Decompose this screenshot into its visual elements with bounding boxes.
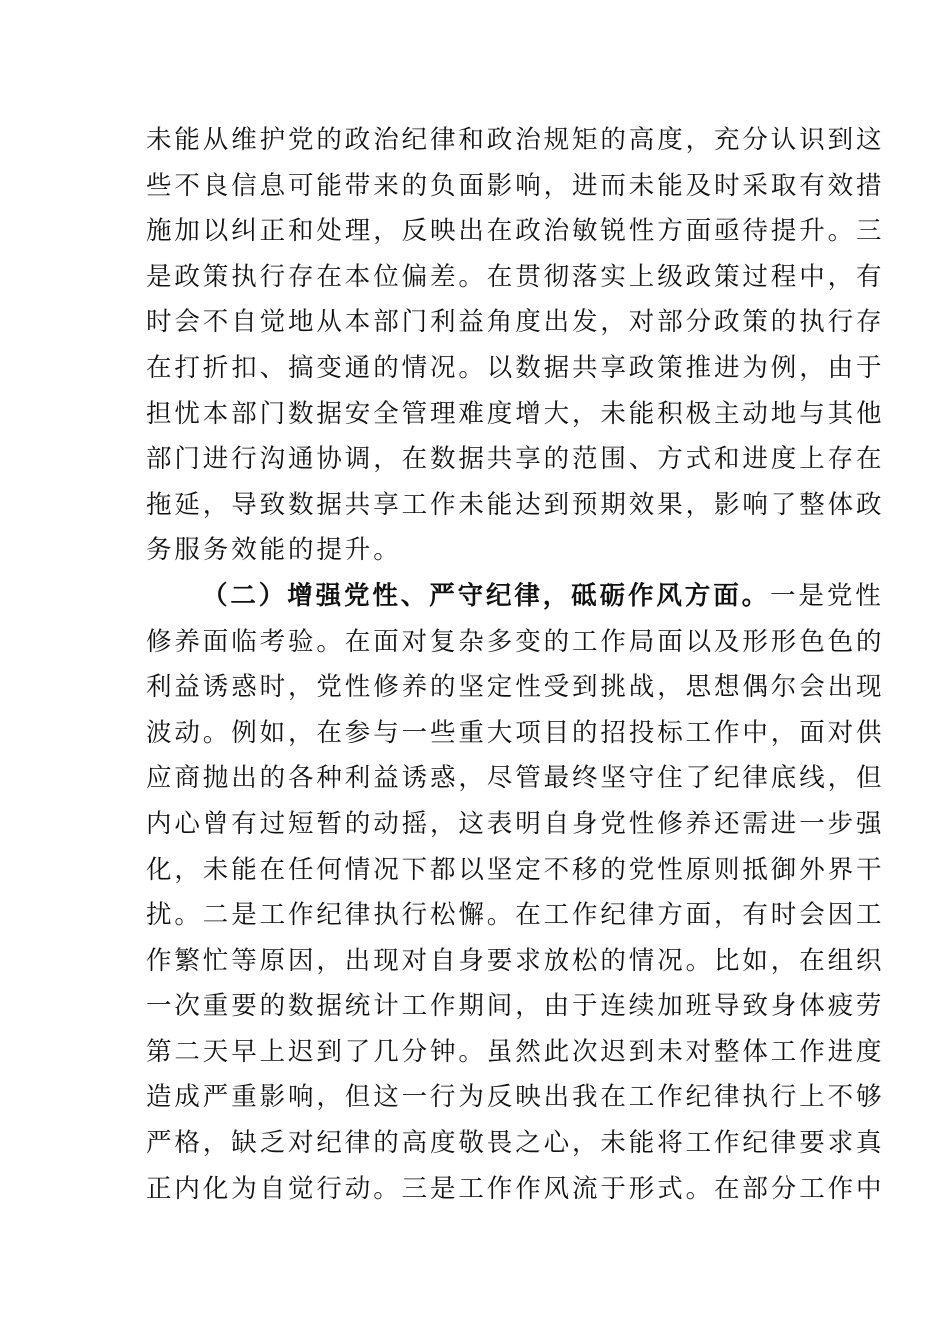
text-line: 部门进行沟通协调，在数据共享的范围、方式和进度上存在: [146, 444, 885, 475]
text-line: 利益诱惑时，党性修养的坚定性受到挑战，思想偶尔会出现: [146, 672, 885, 703]
text-line: 施加以纠正和处理，反映出在政治敏锐性方面亟待提升。三: [146, 216, 885, 247]
paragraph-1: [146, 118, 885, 574]
text-line: 未能从维护党的政治纪律和政治规矩的高度，充分认识到这: [146, 125, 885, 155]
text-line: 时会不自觉地从本部门利益角度出发，对部分政策的执行存: [146, 307, 885, 338]
text-line: 作繁忙等原因，出现对自身要求放松的情况。比如，在组织: [146, 945, 885, 976]
text-line: 化，未能在任何情况下都以坚定不移的党性原则抵御外界干: [146, 854, 885, 885]
text-line: 内心曾有过短暂的动摇，这表明自身党性修养还需进一步强: [146, 808, 885, 839]
text-line: 些不良信息可能带来的负面影响，进而未能及时采取有效措: [146, 170, 885, 201]
text-line: 扰。二是工作纪律执行松懈。在工作纪律方面，有时会因工: [146, 900, 885, 931]
text-line: 一次重要的数据统计工作期间，由于连续加班导致身体疲劳: [146, 991, 885, 1022]
text-line: 担忧本部门数据安全管理难度增大，未能积极主动地与其他: [146, 398, 885, 429]
text-line: 修养面临考验。在面对复杂多变的工作局面以及形形色色的: [146, 626, 885, 657]
body-text: [146, 118, 885, 1212]
text-line: 应商抛出的各种利益诱惑，尽管最终坚守住了纪律底线，但: [146, 763, 885, 794]
section-heading: （二）增强党性、严守纪律，砥砺作风方面。: [202, 580, 771, 611]
text-line: 在打折扣、搞变通的情况。以数据共享政策推进为例，由于: [146, 352, 885, 383]
text-line: 造成严重影响，但这一行为反映出我在工作纪律执行上不够: [146, 1082, 885, 1113]
text-line: 正内化为自觉行动。三是工作作风流于形式。在部分工作中: [146, 1173, 885, 1204]
paragraph-2: [146, 574, 885, 1212]
text-run: 一是党性: [770, 580, 884, 611]
paragraph-2-first-line: [146, 574, 884, 620]
text-line: 是政策执行存在本位偏差。在贯彻落实上级政策过程中，有: [146, 261, 885, 292]
text-line: 波动。例如，在参与一些重大项目的招投标工作中，面对供: [146, 717, 885, 748]
text-line: 务服务效能的提升。: [146, 535, 402, 566]
text-line: 严格，缺乏对纪律的高度敬畏之心，未能将工作纪律要求真: [146, 1128, 885, 1159]
text-line: 第二天早上迟到了几分钟。虽然此次迟到未对整体工作进度: [146, 1036, 885, 1067]
text-line: 拖延，导致数据共享工作未能达到预期效果，影响了整体政: [146, 489, 885, 520]
